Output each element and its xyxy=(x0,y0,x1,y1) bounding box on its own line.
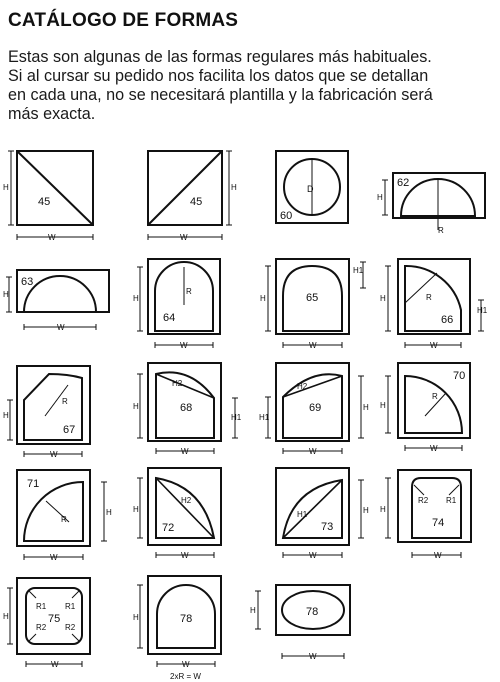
intro-line: en cada una, no se necesitará plantilla y la fabricación será xyxy=(8,86,433,104)
dim-line xyxy=(28,634,36,642)
dim-label: W xyxy=(50,450,58,459)
dim-label: R2 xyxy=(36,623,47,632)
shape-note: 2xR = W xyxy=(170,672,201,681)
shape-code: 66 xyxy=(441,314,454,326)
shape-code: 63 xyxy=(21,276,34,288)
dim-label: H xyxy=(380,505,386,514)
shape-60 xyxy=(276,151,348,223)
dim-label: H xyxy=(377,193,383,202)
rounded-top-shape xyxy=(412,478,461,538)
dim-label: H xyxy=(133,294,139,303)
dim-label: H1 xyxy=(477,306,488,315)
dim-label: H xyxy=(133,613,139,622)
quarter-shape xyxy=(405,376,462,433)
dim-label: H1 xyxy=(231,413,242,422)
shape-diagonal xyxy=(148,151,222,225)
dim-label: R xyxy=(426,293,432,302)
dim-label: W xyxy=(430,341,438,350)
shape-45-b xyxy=(148,151,237,242)
dim-line xyxy=(72,590,80,598)
shape-code: 78 xyxy=(306,606,319,618)
shape-62 xyxy=(377,173,485,235)
dim-label: H xyxy=(363,506,369,515)
shape-code: 65 xyxy=(306,292,319,304)
shape-45-a xyxy=(3,151,93,242)
dim-label: H xyxy=(106,508,112,517)
chord-line xyxy=(156,374,214,398)
shape-67 xyxy=(3,366,90,459)
dim-line xyxy=(72,634,80,642)
dim-label: R2 xyxy=(418,496,429,505)
dim-label: R2 xyxy=(65,623,76,632)
dim-line xyxy=(28,590,36,598)
dim-label: H xyxy=(260,294,266,303)
dim-label: R1 xyxy=(36,602,47,611)
shape-code: 64 xyxy=(163,312,176,324)
shape-66 xyxy=(380,259,488,350)
dim-label: H xyxy=(380,401,386,410)
shape-68 xyxy=(133,363,242,456)
quarter-shape xyxy=(24,482,83,541)
dim-label: H xyxy=(3,411,9,420)
dim-label: H xyxy=(3,290,9,299)
dim-label: H xyxy=(3,183,9,192)
shape-code: 68 xyxy=(180,402,193,414)
shape-code: 45 xyxy=(190,196,203,208)
dim-label: W xyxy=(50,553,58,562)
dim-label: W xyxy=(430,444,438,453)
shape-65 xyxy=(260,259,366,350)
dim-label: H xyxy=(133,505,139,514)
dim-label: R1 xyxy=(446,496,457,505)
dim-label: D xyxy=(307,184,314,194)
shape-diagonal xyxy=(17,151,93,225)
dim-label: R xyxy=(438,226,444,235)
shape-78-ellipse xyxy=(250,585,350,661)
dim-label: H xyxy=(363,403,369,412)
dim-label: H1 xyxy=(353,266,364,275)
shape-70 xyxy=(380,363,470,453)
shape-code: 71 xyxy=(27,478,40,490)
dim-label: H1 xyxy=(259,413,270,422)
shape-64 xyxy=(133,259,220,350)
shape-code: 75 xyxy=(48,613,61,625)
dim-label: W xyxy=(309,447,317,456)
dim-label: R xyxy=(62,397,68,406)
chord-line xyxy=(283,376,342,397)
dim-label: W xyxy=(180,233,188,242)
dim-label: H1 xyxy=(297,510,308,519)
shape-code: 70 xyxy=(453,370,466,382)
shape-code: 78 xyxy=(180,613,193,625)
dim-line xyxy=(449,485,459,495)
dim-line xyxy=(414,485,424,495)
dim-line xyxy=(405,273,437,303)
dim-label: H xyxy=(380,294,386,303)
shape-code: 73 xyxy=(321,521,334,533)
shape-outline xyxy=(398,259,470,334)
dim-label: H xyxy=(250,606,256,615)
shape-code: 72 xyxy=(162,522,175,534)
intro-line: Si al cursar su pedido nos facilita los datos que se detallan xyxy=(8,67,429,85)
dim-label: R xyxy=(186,287,192,296)
shape-71 xyxy=(17,470,112,562)
arch-shape xyxy=(24,276,96,312)
shape-code: 67 xyxy=(63,424,76,436)
dim-label: W xyxy=(309,551,317,560)
shape-72 xyxy=(133,468,221,560)
shape-code: 45 xyxy=(38,196,51,208)
dim-label: W xyxy=(48,233,56,242)
dim-label: H xyxy=(231,183,237,192)
dim-label: W xyxy=(309,341,317,350)
dim-label: R1 xyxy=(65,602,76,611)
shape-code: 62 xyxy=(397,177,410,189)
dim-label: H xyxy=(3,612,9,621)
dim-label: W xyxy=(434,551,442,560)
shape-78-arch xyxy=(133,576,221,681)
dim-label: W xyxy=(309,652,317,661)
intro-line: más exacta. xyxy=(8,105,96,123)
dim-label: H xyxy=(133,402,139,411)
dim-label: W xyxy=(57,323,65,332)
intro-line: Estas son algunas de las formas regulares más habituales. xyxy=(8,48,432,66)
dim-label: W xyxy=(182,660,190,669)
dim-label: W xyxy=(51,660,59,669)
page-title: CATÁLOGO DE FORMAS xyxy=(8,10,239,31)
dim-label: R xyxy=(61,515,67,524)
dim-label: R xyxy=(432,392,438,401)
shape-code: 60 xyxy=(280,210,293,222)
dim-label: W xyxy=(180,341,188,350)
shape-74 xyxy=(380,470,471,560)
shape-63 xyxy=(3,270,109,332)
dim-label: H2 xyxy=(172,379,183,388)
dim-label: W xyxy=(181,551,189,560)
shape-code: 74 xyxy=(432,517,445,529)
dim-label: H2 xyxy=(297,382,308,391)
dim-label: W xyxy=(181,447,189,456)
shape-code: 69 xyxy=(309,402,322,414)
shape-69 xyxy=(259,363,369,456)
dim-label: H2 xyxy=(181,496,192,505)
shape-73 xyxy=(276,468,369,560)
shape-75 xyxy=(3,578,90,669)
